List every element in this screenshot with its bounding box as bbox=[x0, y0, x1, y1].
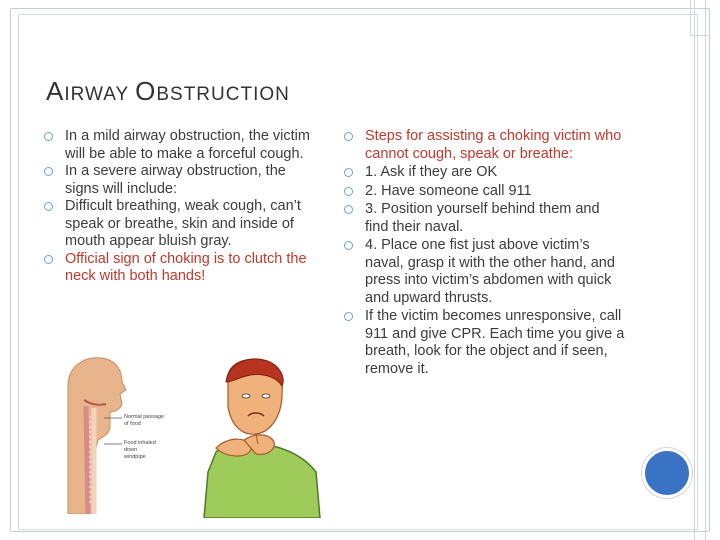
list-item bbox=[344, 128, 626, 163]
bullet-icon bbox=[344, 132, 353, 141]
anatomy-label-2-line2: down bbox=[124, 447, 138, 453]
bullet-icon bbox=[344, 187, 353, 196]
title-cap-1: A bbox=[46, 76, 65, 106]
anatomy-label-1-line2: of food bbox=[124, 421, 141, 427]
list-item-text: 1. Ask if they are OK bbox=[365, 164, 498, 180]
anatomy-label-1-line1: Normal passage bbox=[124, 414, 165, 420]
list-item bbox=[344, 237, 626, 307]
right-bullet-list bbox=[344, 128, 626, 379]
bullet-icon bbox=[44, 202, 53, 211]
bullet-icon bbox=[344, 312, 353, 321]
list-item bbox=[344, 183, 626, 201]
list-item-text: 3. Position yourself behind them and find their naval. bbox=[365, 201, 600, 235]
list-item-text-highlight: Steps for assisting a choking victim who cannot cough, speak or breathe: bbox=[365, 128, 622, 162]
slide-title bbox=[46, 76, 506, 110]
list-item bbox=[344, 308, 626, 378]
bullet-icon bbox=[44, 132, 53, 141]
choking-person-illustration bbox=[186, 352, 322, 518]
title-part-2: BSTRUCTION bbox=[156, 84, 290, 105]
list-item bbox=[44, 198, 320, 251]
list-item-text: 2. Have someone call 911 bbox=[365, 182, 532, 199]
title-cap-2: O bbox=[135, 76, 157, 106]
bullet-icon bbox=[344, 205, 353, 214]
list-item-text: In a severe airway obstruction, the signs will include: bbox=[65, 163, 286, 197]
left-bullet-list bbox=[44, 128, 320, 286]
list-item bbox=[344, 201, 626, 236]
decorative-circle bbox=[642, 448, 692, 498]
slide-top-accent bbox=[690, 0, 708, 36]
list-item-text: 4. Place one fist just above victim’s naval, grasp it with the other hand, and press into victim’s abdomen with quick and upward thrusts. bbox=[365, 237, 615, 306]
title-part-1: IRWAY bbox=[64, 84, 136, 105]
list-item-text: If the victim becomes unresponsive, call 911 and give CPR. Each time you give a breath, look for the object and if seen, remove it. bbox=[365, 308, 625, 377]
list-item bbox=[344, 164, 626, 182]
anatomy-label-2-line1: Food inhaled bbox=[124, 440, 156, 446]
bullet-icon bbox=[44, 167, 53, 176]
bullet-icon bbox=[344, 168, 353, 177]
list-item bbox=[44, 163, 320, 198]
bullet-icon bbox=[344, 241, 353, 250]
list-item-text: Difficult breathing, weak cough, can’t speak or breathe, skin and inside of mouth appear bluish gray. bbox=[65, 198, 301, 249]
airway-anatomy-illustration bbox=[64, 356, 182, 514]
list-item-text: In a mild airway obstruction, the victim will be able to make a forceful cough. bbox=[65, 128, 310, 162]
anatomy-label-2-line3: windpipe bbox=[124, 454, 146, 460]
slide-side-bar bbox=[694, 0, 706, 540]
list-item-text-highlight: Official sign of choking is to clutch the neck with both hands! bbox=[65, 250, 307, 284]
bullet-icon bbox=[44, 255, 53, 264]
list-item bbox=[44, 251, 320, 286]
list-item bbox=[44, 128, 320, 163]
